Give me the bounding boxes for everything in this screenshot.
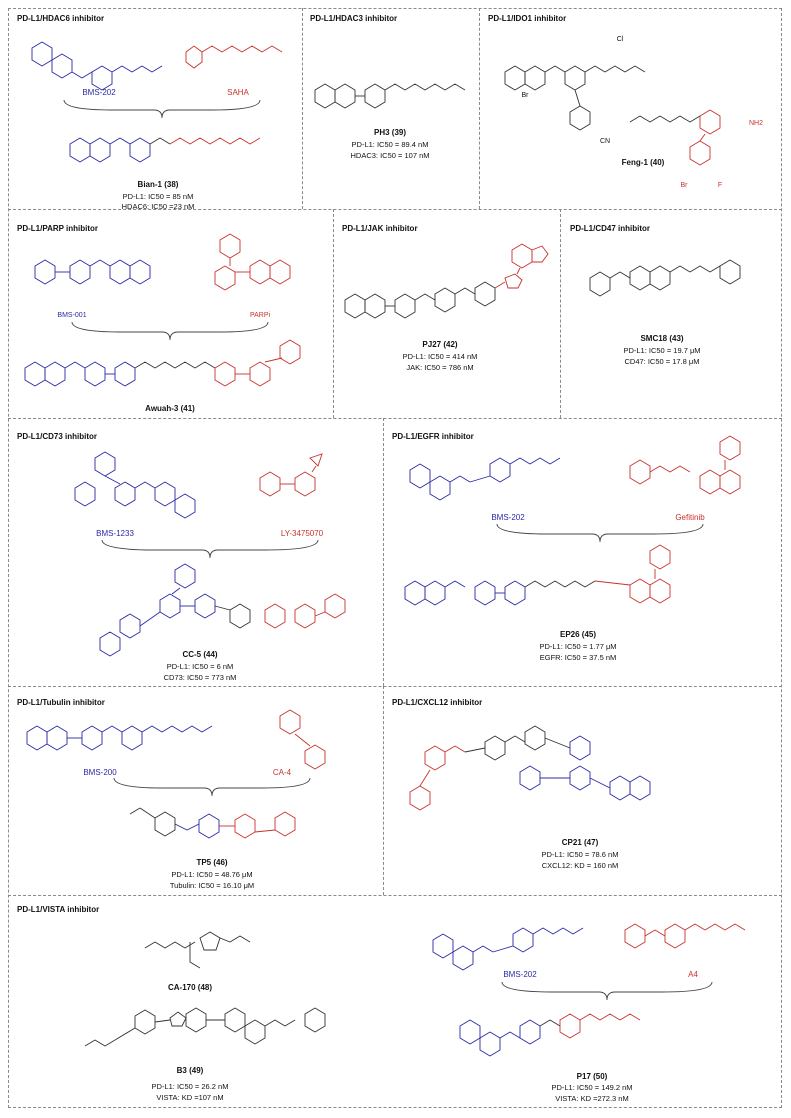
compound-name: CA-170 (48): [167, 983, 213, 992]
compound-name: P17 (50): [576, 1072, 608, 1081]
bms-001-structure: [30, 240, 180, 300]
source-label: A4: [688, 970, 698, 979]
compound-name: B3 (49): [176, 1066, 204, 1075]
activity-line: HDAC3: IC50 = 107 nM: [350, 151, 430, 160]
bian-1-structure: [62, 122, 282, 177]
divider: [8, 686, 782, 687]
activity-line: PD-L1: IC50 = 48.76 μM: [171, 870, 253, 879]
atom-label: Br: [680, 182, 688, 189]
bms-202-structure: [428, 918, 598, 973]
activity-line: PD-L1: IC50 = 1.77 μM: [539, 642, 617, 651]
divider: [333, 209, 334, 418]
compound-name: Feng-1 (40): [621, 158, 665, 167]
activity-line: VISTA: KD =107 nM: [156, 1093, 224, 1102]
divider: [302, 8, 303, 209]
merge-brace: [62, 98, 262, 120]
panel-title-cxcl12: PD-L1/CXCL12 inhibitor: [392, 698, 483, 707]
panel-title-tubulin: PD-L1/Tubulin inhibitor: [17, 698, 105, 707]
divider: [383, 418, 384, 686]
divider: [8, 895, 782, 896]
compound-name: PH3 (39): [373, 128, 407, 137]
source-label: LY-3475070: [280, 529, 324, 538]
source-label: BMS-1233: [96, 529, 134, 538]
compound-name: Bian-1 (38): [137, 180, 179, 189]
activity-line: Tubulin: IC50 = 16.10 μM: [169, 881, 255, 890]
merge-brace: [100, 538, 320, 560]
cp21-structure: [395, 712, 725, 832]
activity-line: VISTA: KD =272.3 nM: [555, 1094, 629, 1103]
panel-title-hdac6: PD-L1/HDAC6 inhibitor: [17, 14, 105, 23]
activity-line: PD-L1: IC50 = 78.6 nM: [541, 850, 619, 859]
panel-title-hdac3: PD-L1/HDAC3 inhibitor: [310, 14, 398, 23]
panel-title-ido1: PD-L1/IDO1 inhibitor: [488, 14, 567, 23]
atom-label: Cl: [616, 36, 624, 43]
compound-name: PJ27 (42): [422, 340, 458, 349]
source-label: BMS-202: [491, 513, 525, 522]
activity-line: JAK: IC50 = 786 nM: [406, 363, 474, 372]
activity-line: CXCL12: KD = 160 nM: [541, 861, 619, 870]
merge-brace: [495, 522, 705, 544]
bms-202-structure: [405, 448, 575, 503]
atom-label: CN: [599, 138, 611, 145]
panel-title-egfr: PD-L1/EGFR inhibitor: [392, 432, 474, 441]
bms-202-structure: [22, 28, 172, 88]
activity-line: PD-L1: IC50 = 414 nM: [402, 352, 478, 361]
activity-line: PD-L1: IC50 = 89.4 nM: [351, 140, 429, 149]
atom-label: NH2: [748, 120, 764, 127]
panel-title-jak: PD-L1/JAK inhibitor: [342, 224, 418, 233]
saha-structure: [182, 32, 292, 72]
compound-name: CP21 (47): [561, 838, 599, 847]
source-label: BMS-001: [57, 312, 87, 319]
divider: [479, 8, 480, 209]
activity-line: PD-L1: IC50 = 19.7 μM: [623, 346, 701, 355]
panel-title-cd47: PD-L1/CD47 inhibitor: [570, 224, 651, 233]
activity-line: PD-L1: IC50 = 149.2 nM: [551, 1083, 633, 1092]
compound-name: SMC18 (43): [640, 334, 684, 343]
p17-structure: [455, 1002, 725, 1067]
source-label: BMS-202: [503, 970, 537, 979]
parpi-structure: [200, 232, 310, 307]
activity-line: PD-L1: IC50 = 6 nM: [166, 662, 234, 671]
awuah-3-structure: [20, 340, 330, 400]
activity-line: EGFR: IC50 = 37.5 nM: [539, 653, 617, 662]
source-label: SAHA: [227, 88, 249, 97]
activity-line: CD47: IC50 = 17.8 μM: [624, 357, 700, 366]
compound-name: TP5 (46): [196, 858, 228, 867]
ly-3475070-structure: [250, 448, 360, 518]
smc18-structure: [585, 248, 765, 318]
a4-structure: [620, 918, 770, 978]
source-label: PARPi: [249, 312, 271, 319]
atom-label: Br: [521, 92, 529, 99]
ph3-structure: [310, 60, 475, 125]
compound-name: Awuah-3 (41): [145, 404, 195, 413]
bms-1233-structure: [60, 448, 220, 528]
ep26-structure: [400, 545, 740, 625]
source-label: Gefitinib: [675, 513, 705, 522]
pj27-structure: [340, 240, 555, 340]
divider: [8, 418, 782, 419]
merge-brace: [70, 320, 270, 342]
b3-structure: [80, 996, 350, 1066]
compound-name: EP26 (45): [559, 630, 597, 639]
divider: [560, 209, 561, 418]
activity-line: PD-L1: IC50 = 26.2 nM: [151, 1082, 229, 1091]
gefitinib-structure: [625, 436, 775, 511]
source-label: BMS-202: [82, 88, 116, 97]
panel-title-vista: PD-L1/VISTA inhibitor: [17, 905, 100, 914]
compound-name: CC-5 (44): [182, 650, 218, 659]
panel-title-parp: PD-L1/PARP inhibitor: [17, 224, 99, 233]
atom-label: F: [717, 182, 723, 189]
activity-line: PD-L1: IC50 = 85 nM: [122, 192, 194, 201]
merge-brace: [500, 980, 715, 1002]
cc-5-structure: [90, 560, 370, 660]
activity-line: CD73: IC50 = 773 nM: [163, 673, 237, 682]
source-label: BMS-200: [83, 768, 117, 777]
divider: [383, 686, 384, 895]
activity-line: HDAC6: IC50 =23 nM: [121, 202, 195, 211]
bms-200-structure: [22, 712, 222, 767]
merge-brace: [112, 776, 312, 798]
ca-170-structure: [140, 918, 270, 978]
panel-title-cd73: PD-L1/CD73 inhibitor: [17, 432, 98, 441]
source-label: CA-4: [272, 768, 292, 777]
tp5-structure: [125, 798, 355, 853]
